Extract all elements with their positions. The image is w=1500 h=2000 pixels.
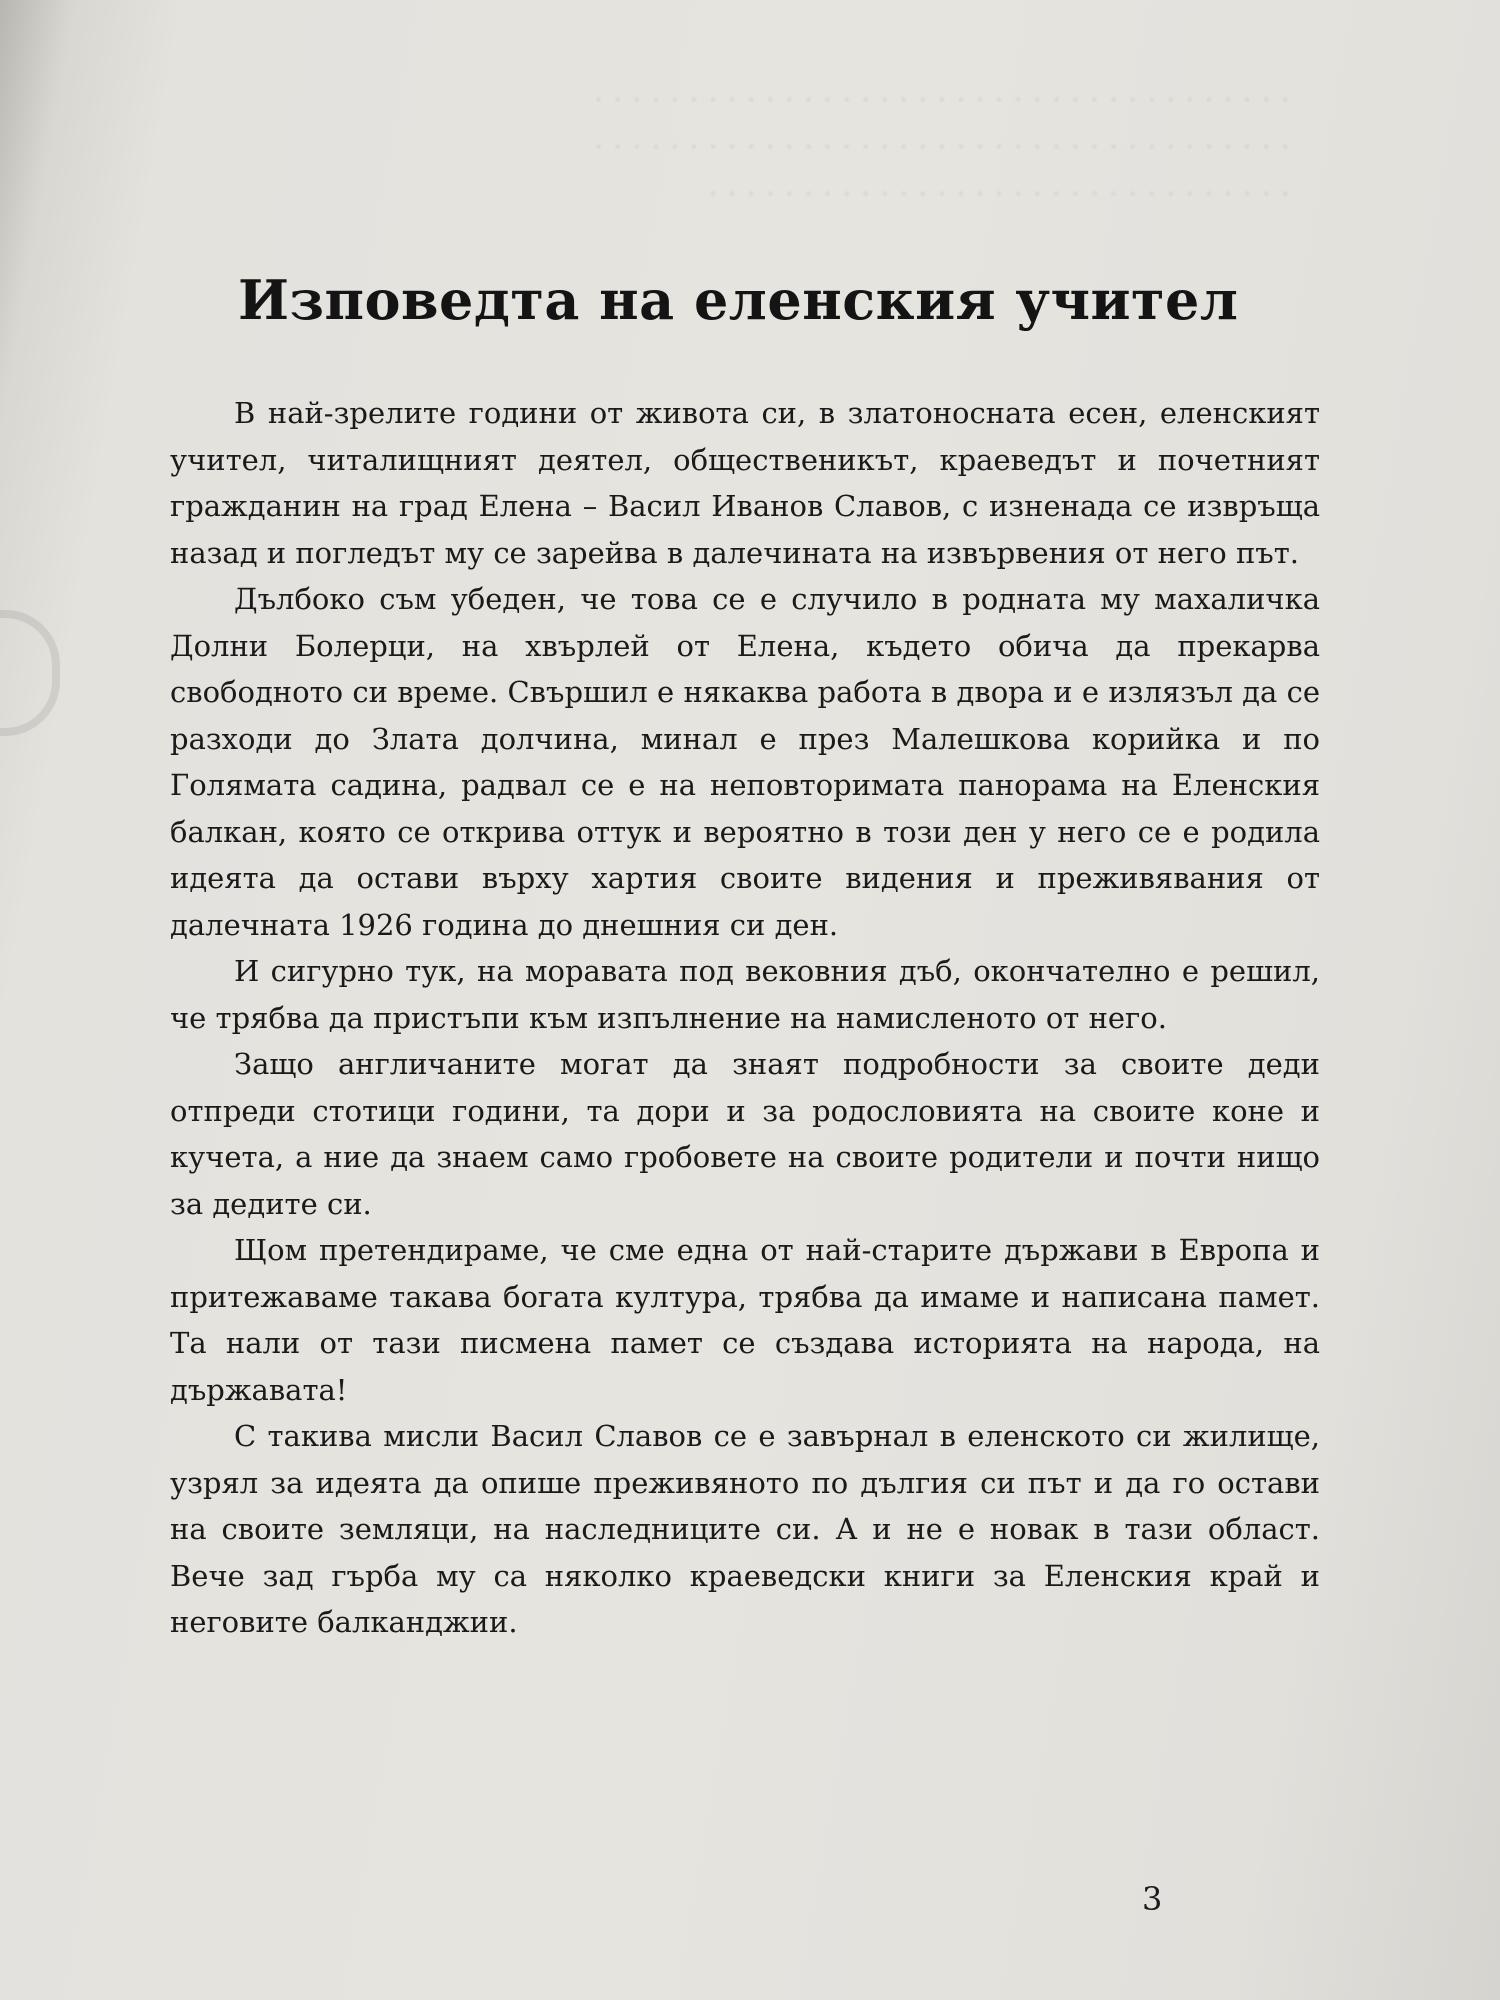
reverse-side-bleed-through: . . . . . . . . . . . . . . . . . . . . . . . . . . . . . . . . . . . . . . . . . . . . . . . . . . . . . . . . . . . . . . . . . . . . . . . . . . . . . . . . . . . . . . . . . . . . . . . . . . . . . . . . .: [593, 74, 1290, 203]
chapter-title: Изповедта на еленския учител: [238, 268, 1239, 332]
page-number: 3: [1142, 1880, 1163, 1918]
binding-edge-mark: [0, 610, 60, 736]
paragraph: В най-зрелите години от живота си, в златоносната есен, еленският учител, читалищният деятел, общественикът, краеведът и почетният гражданин на град Елена – Васил Иванов Славов, с изненада се извръща назад и погледът му се зарейва в далечината на извървения от него път.: [170, 396, 1320, 570]
paragraph: Защо англичаните могат да знаят подробности за своите деди отпреди стотици години, та дори и за родословията на своите коне и кучета, а ние да знаем само гробовете на своите родители и почти нищо за дедите си.: [170, 1047, 1320, 1221]
paragraph: И сигурно тук, на моравата под вековния дъб, окончателно е решил, че трябва да пристъпи към изпълнение на намисленото от него.: [170, 954, 1320, 1035]
paragraph: Дълбоко съм убеден, че това се е случило в родната му махаличка Долни Болерци, на хвърлей от Елена, където обича да прекарва свободното си време. Свършил е някаква работа в двора и е излязъл да се разходи до Злата долчина, минал е през Малешкова корийка и по Голямата садина, радвал се е на неповторимата панорама на Еленския балкан, която се открива оттук и вероятно в този ден у него се е родила идеята да остави върху хартия своите видения и преживявания от далечната 1926 година до днешния си ден.: [170, 582, 1320, 942]
paragraph: С такива мисли Васил Славов се е завърнал в еленското си жилище, узрял за идеята да опише преживяното по дългия си път и да го остави на своите земляци, на наследниците си. А и не е новак в тази област. Вече зад гърба му са няколко краеведски книги за Еленския край и неговите балканджии.: [170, 1419, 1320, 1639]
page-content: [170, 268, 1320, 1646]
paragraph: Щом претендираме, че сме една от най-старите държави в Европа и притежаваме такава богата култура, трябва да имаме и написана памет. Та нали от тази писмена памет се създава историята на народа, на държавата!: [170, 1233, 1320, 1407]
